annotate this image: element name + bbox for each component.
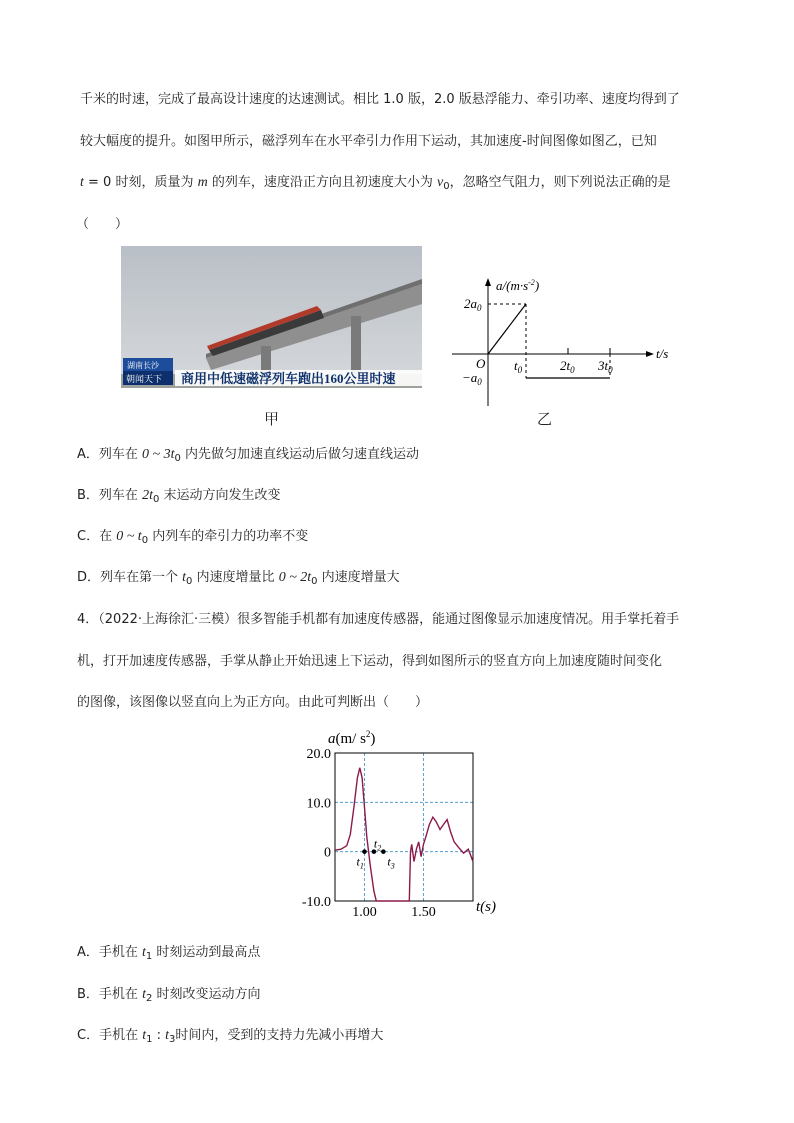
graph-yi-2t0: $2t_0$ xyxy=(560,358,575,375)
chart-ylabel: a(m/ $s^2$) xyxy=(328,729,376,747)
text: = 0 时刻，质量为 xyxy=(83,175,198,190)
marker-label-t3: $t_3$ xyxy=(387,854,395,871)
y-tick-label: 20.0 xyxy=(306,747,331,762)
acceleration-series-line xyxy=(335,768,473,901)
marker-label-t2: $t_2$ xyxy=(373,836,382,853)
q3-line-2: 较大幅度的提升。如图甲所示，磁浮列车在水平牵引力作用下运动，其加速度-时间图像如图乙，已知 xyxy=(80,134,657,149)
q3-option-d: D．列车在第一个 $t_0$ 内速度增量比 0 ~ $2t_0$ 内速度增量大 xyxy=(77,570,400,587)
q4-option-a: A．手机在 $t_1$ 时刻运动到最高点 xyxy=(77,945,261,962)
label-jia: 甲 xyxy=(264,410,280,428)
graph-yi-2a0: $2a_0$ xyxy=(464,296,482,313)
acceleration-chart xyxy=(290,725,510,925)
q3-option-c: C．在 0 ~ $t_0$ 内列车的牵引力的功率不变 xyxy=(77,529,309,546)
q4-line-2: 机，打开加速度传感器，手掌从静止开始迅速上下运动，得到如图所示的竖直方向上加速度随时间变化 xyxy=(77,654,663,669)
q3-option-b: B．列车在 $2t_0$ 末运动方向发生改变 xyxy=(77,488,281,505)
text: 的列车，速度沿正方向且初速度大小为 xyxy=(207,175,437,190)
graph-yi-ylabel: $a/(m\cdot s^{-2})$ xyxy=(496,278,540,293)
photo-caption: 商用中低速磁浮列车跑出160公里时速 xyxy=(181,371,396,386)
var-v: v xyxy=(436,175,444,190)
label-yi: 乙 xyxy=(537,410,553,428)
var-t: t xyxy=(80,175,84,190)
chart-xlabel: t(s) xyxy=(476,899,496,915)
photo-badge-show: 朝闻天下 xyxy=(126,374,163,384)
q3-answer-paren: （ ） xyxy=(76,217,129,232)
marker-label-t1: $t_1$ xyxy=(356,854,364,871)
y-tick-label: -10.0 xyxy=(301,895,331,910)
q3-line-1: 千米的时速，完成了最高设计速度的达速测试。相比 1.0 版，2.0 版悬浮能力、牵引功率、速度均得到了 xyxy=(80,92,680,107)
q4-line-3: 的图像，该图像以竖直向上为正方向。由此可判断出（ ） xyxy=(77,695,429,710)
x-tick-label: 1.00 xyxy=(352,905,377,920)
marker-t3 xyxy=(381,849,386,854)
q3-option-a: A．列车在 0 ~ $3t_0$ 内先做匀加速直线运动后做匀速直线运动 xyxy=(77,447,420,464)
graph-yi-origin: O xyxy=(476,356,486,371)
q4-line-1: 4．（2022·上海徐汇·三模）很多智能手机都有加速度传感器，能通过图像显示加速度情况。用手掌托着手 xyxy=(77,612,680,627)
text: ，忽略空气阻力，则下列说法正确的是 xyxy=(449,175,671,190)
var-m: m xyxy=(197,175,208,190)
graph-yi-3t0: $3t_0$ xyxy=(598,358,613,375)
maglev-photo xyxy=(121,246,422,388)
graph-yi-xlabel: t/s xyxy=(656,346,669,361)
x-tick-label: 1.50 xyxy=(411,905,436,920)
y-tick-label: 0 xyxy=(324,845,331,861)
graph-yi xyxy=(440,270,680,430)
y-tick-label: 10.0 xyxy=(306,796,331,812)
marker-t1 xyxy=(362,849,367,854)
sub: 0 xyxy=(443,181,450,192)
graph-yi-neg-a0: $-a_0$ xyxy=(462,370,482,387)
q4-option-c: C．手机在 $t_1$ : $t_3$时间内，受到的支持力先减小再增大 xyxy=(77,1028,384,1045)
q3-line-3 xyxy=(80,171,671,192)
photo-badge-region: 湖南长沙 xyxy=(127,361,159,370)
q4-option-b: B．手机在 $t_2$ 时刻改变运动方向 xyxy=(77,987,261,1004)
graph-yi-t0: $t_0$ xyxy=(514,358,523,375)
